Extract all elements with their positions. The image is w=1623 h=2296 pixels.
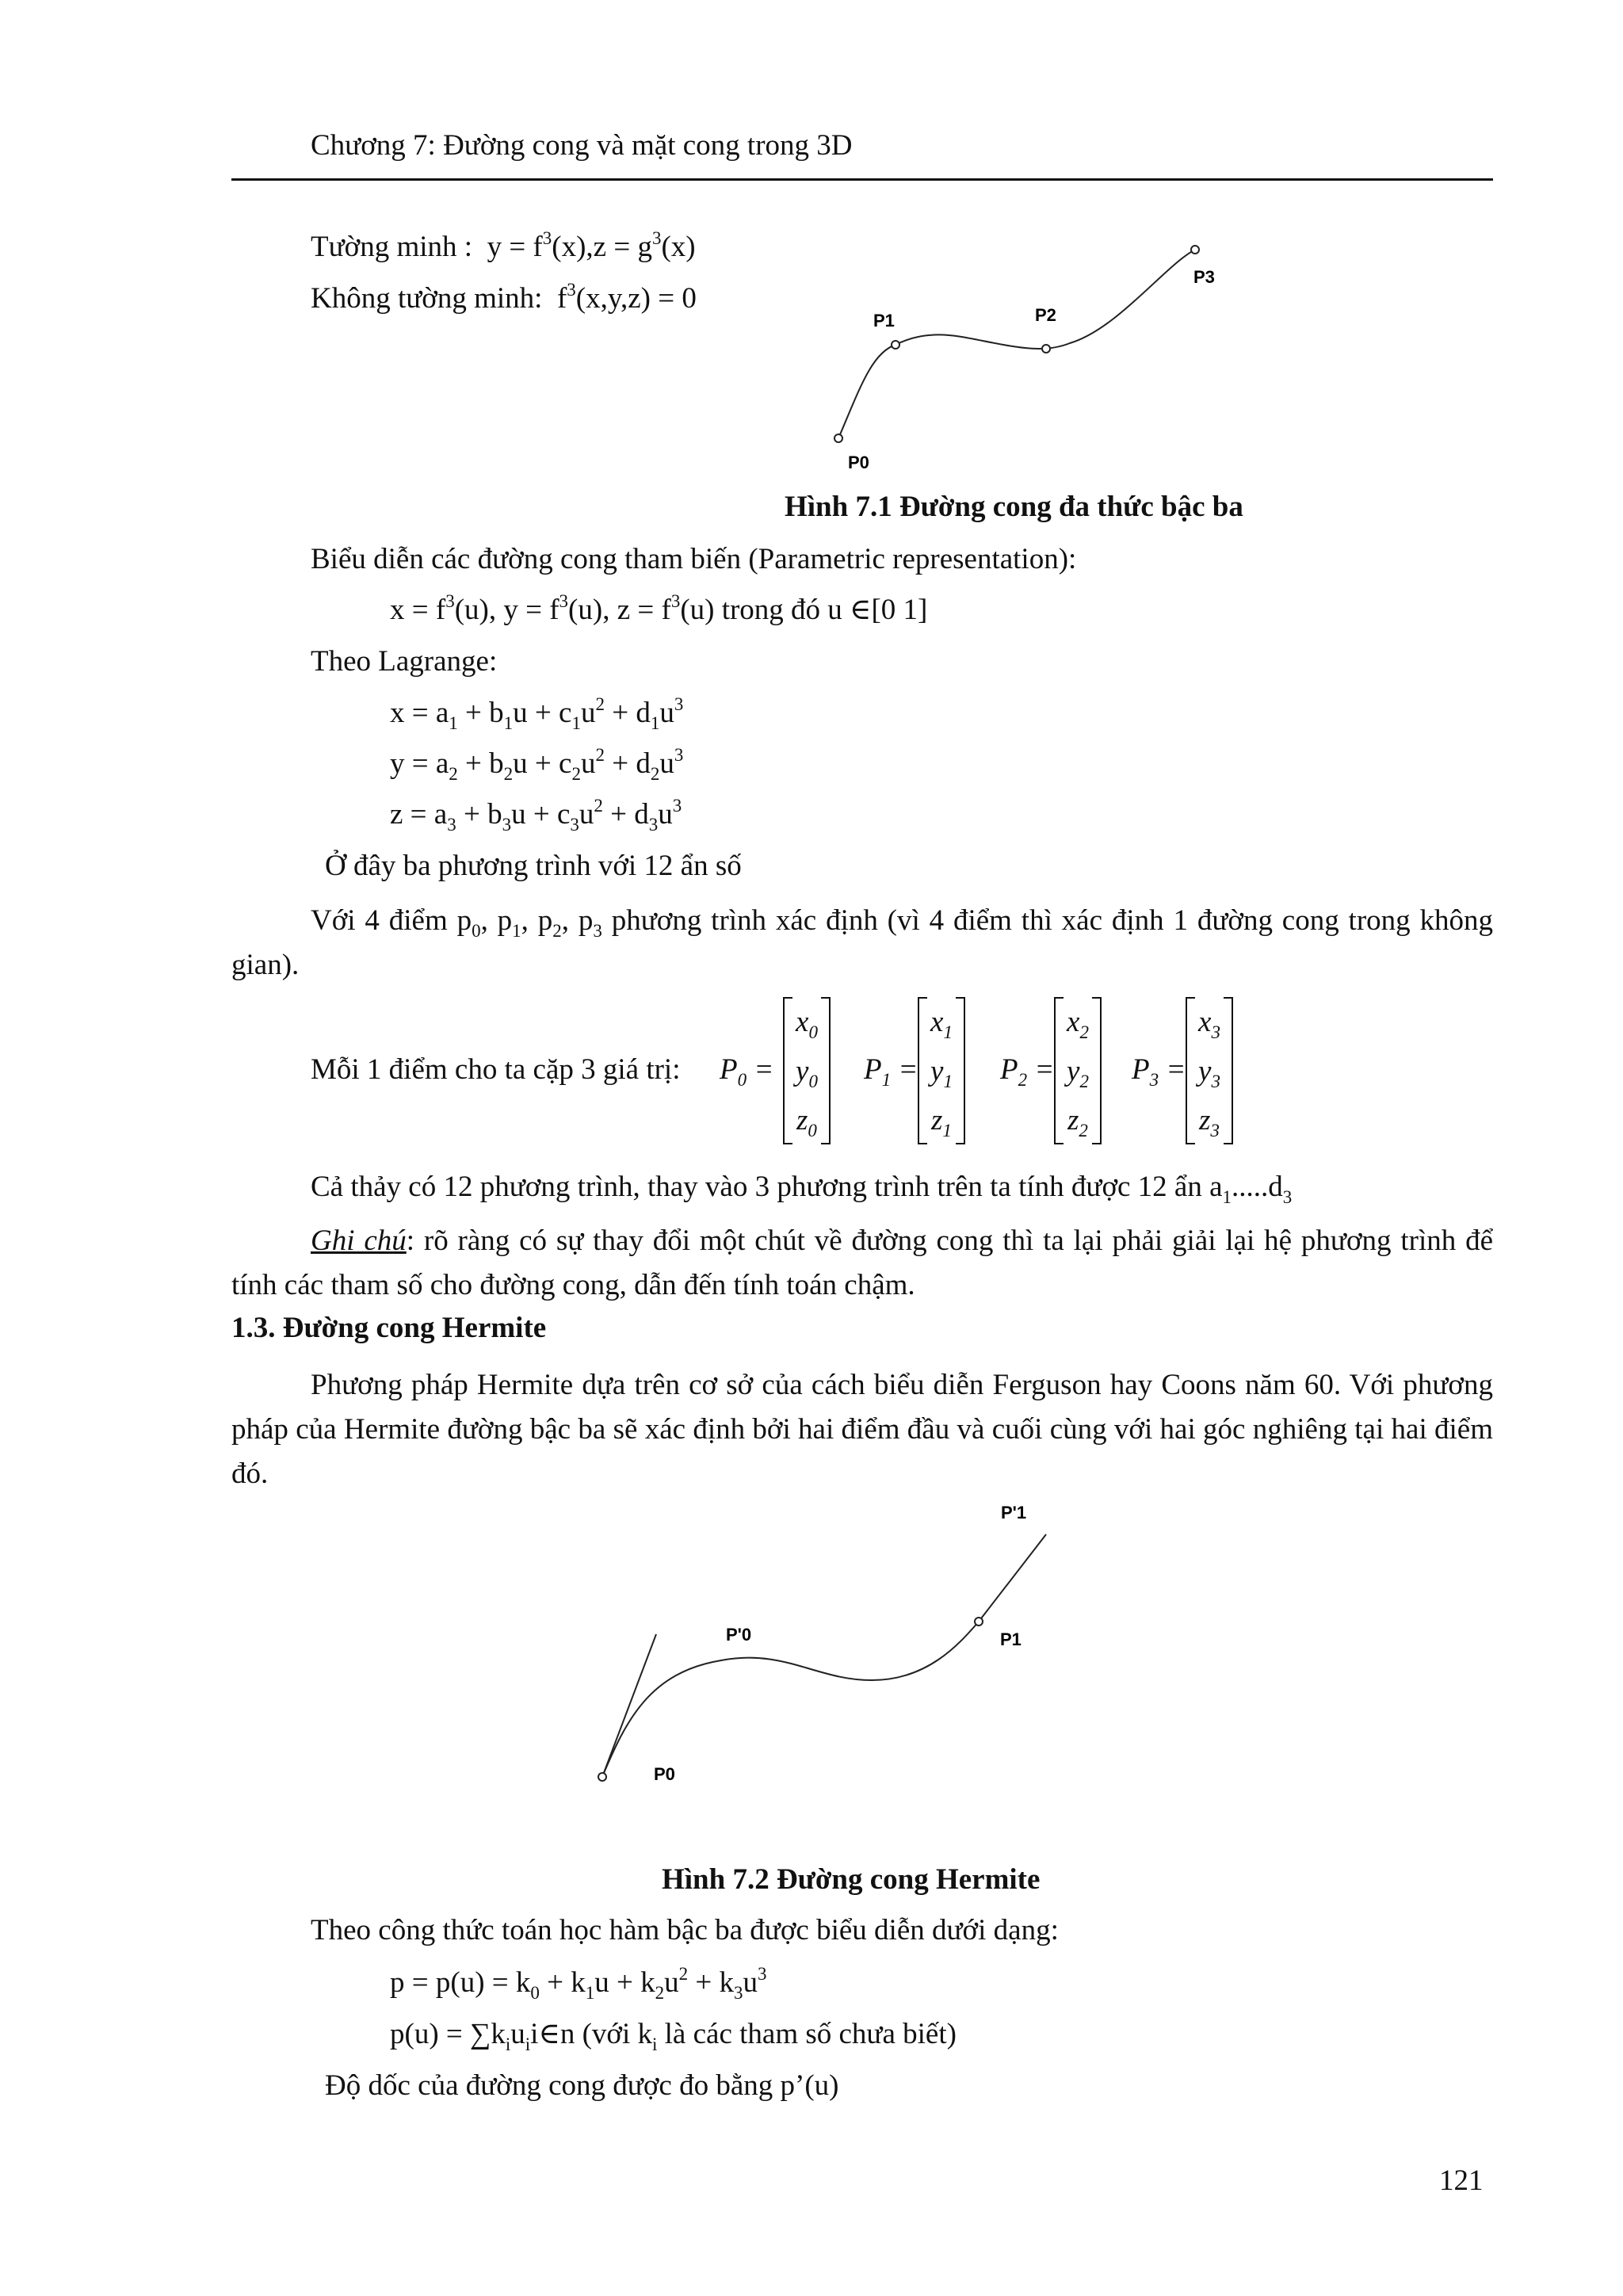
matrix-p1-label: $P_1$ = <box>864 1053 918 1090</box>
label-p0: P0 <box>654 1764 675 1784</box>
lagrange-y-eq: $y = a_2 + b_2u + c_2u^2 + d_2u^3$ <box>390 745 684 784</box>
slope-line: Độ dốc của đường cong được đo bằng p’(u) <box>325 2069 839 2102</box>
matrix-p0-label: $P_0$ = <box>720 1053 774 1090</box>
lagrange-label: Theo Lagrange: <box>311 645 498 678</box>
four-points-paragraph: Với 4 điểm $p_0$, $p_1$, $p_2$, $p_3$ phương trình xác định (vì 4 điểm thì xác định 1 đường cong trong không gian). <box>231 904 1493 981</box>
implicit-line <box>311 280 697 318</box>
label-p1-tangent: P'1 <box>1001 1503 1027 1522</box>
page-number: 121 <box>1439 2164 1484 2197</box>
figure-hermite-curve <box>579 1482 1070 1799</box>
three-equations-note: Ở đây ba phương trình với 12 ẩn số <box>325 850 742 882</box>
explicit-line <box>311 228 696 266</box>
label-p2: P2 <box>1035 305 1056 325</box>
sum-equation: $p(u) = \sum k_iu_ii\in n$ (với $k_i$ là các tham số chưa biết) <box>390 2018 957 2054</box>
lagrange-z-eq: $z = a_3 + b_3u + c_3u^2 + d_3u^3$ <box>390 796 682 835</box>
header-rule <box>231 178 1493 181</box>
point-p0-marker <box>834 434 842 442</box>
point-p1-marker <box>975 1618 983 1626</box>
figure-1-caption: Hình 7.1 Đường cong đa thức bậc ba <box>785 491 1243 523</box>
implicit-label: Không tường minh: <box>311 282 543 315</box>
pu-equation: $p = p(u) = k_0 + k_1u + k_2u^2 + k_3u^3$ <box>390 1964 767 2003</box>
point-p0-marker <box>598 1773 606 1781</box>
matrix-p0: $x_0$ $y_0$ $z_0$ <box>783 997 831 1144</box>
point-p1-marker <box>892 341 899 349</box>
label-p3: P3 <box>1193 267 1215 287</box>
tangent-p0 <box>602 1634 656 1777</box>
matrix-p2-label: $P_2$ = <box>1000 1053 1055 1090</box>
note-label: Ghi chú <box>311 1224 407 1257</box>
point-p2-marker <box>1042 345 1050 353</box>
matrix-p3: $x_3$ $y_3$ $z_3$ <box>1186 997 1233 1144</box>
tangent-p1 <box>979 1534 1046 1622</box>
param-intro: Biểu diễn các đường cong tham biến (Parametric representation): <box>311 543 1077 575</box>
lagrange-x-eq: $x = a_1 + b_1u + c_1u^2 + d_1u^3$ <box>390 694 684 733</box>
label-p0-tangent: P'0 <box>726 1625 752 1645</box>
matrix-p1: $x_1$ $y_1$ $z_1$ <box>918 997 965 1144</box>
hermite-paragraph: Phương pháp Hermite dựa trên cơ sở của cách biểu diễn Ferguson hay Coons năm 60. Với phương pháp của Hermite đường bậc ba sẽ xác định bởi hai điểm đầu và cuối cùng với hai góc nghiêng tại hai điểm đó. <box>231 1369 1493 1490</box>
point-p3-marker <box>1191 246 1199 254</box>
twelve-equations-line: Cả thảy có 12 phương trình, thay vào 3 phương trình trên ta tính được 12 ẩn $a_1.....d_3$ <box>311 1171 1293 1207</box>
figure-cubic-curve <box>816 226 1244 479</box>
figure-2-caption: Hình 7.2 Đường cong Hermite <box>662 1863 1041 1896</box>
label-p1: P1 <box>873 311 895 330</box>
implicit-eq: $f^3(x,y,z) = 0$ <box>556 280 697 315</box>
label-p0: P0 <box>848 453 869 472</box>
matrix-p2: $x_2$ $y_2$ $z_2$ <box>1054 997 1102 1144</box>
each-point-label: Mỗi 1 điểm cho ta cặp 3 giá trị: <box>311 1053 681 1086</box>
label-p1: P1 <box>1000 1629 1022 1649</box>
page-header-title: Chương 7: Đường cong và mặt cong trong 3D <box>311 129 853 162</box>
explicit-eq: $y = f^3(x),z = g^3(x)$ <box>487 228 696 263</box>
explicit-label: Tường minh : <box>311 231 473 263</box>
formula-intro: Theo công thức toán học hàm bậc ba được biểu diễn dưới dạng: <box>311 1914 1059 1946</box>
param-equation: $x = f^3(u)$, $y = f^3(u)$, $z = f^3(u)$ trong đó u ∈[0 1] <box>390 591 928 626</box>
note-paragraph: Ghi chú: rõ ràng có sự thay đổi một chút về đường cong thì ta lại phải giải lại hệ phương trình để tính các tham số cho đường cong, dẫn đến tính toán chậm. <box>231 1224 1493 1301</box>
section-title-hermite: 1.3. Đường cong Hermite <box>231 1312 547 1344</box>
hermite-curve-path <box>602 1622 979 1777</box>
matrix-p3-label: $P_3$ = <box>1132 1053 1186 1090</box>
